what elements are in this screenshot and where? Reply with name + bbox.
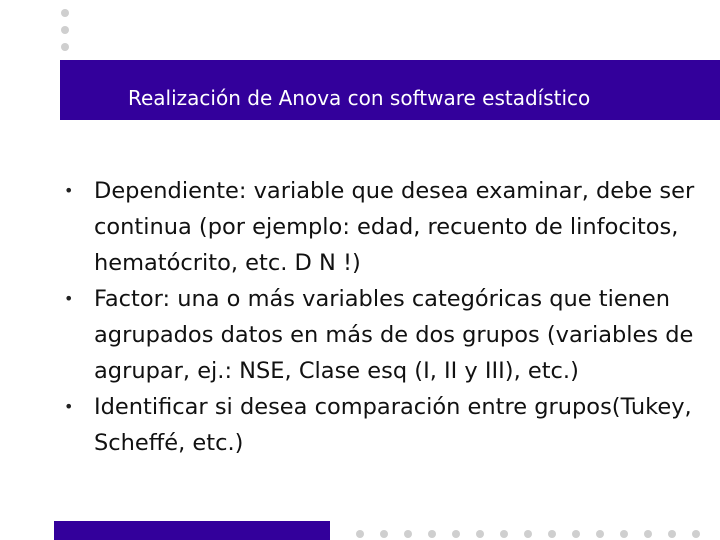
decor-dot-bottom-13 [644,530,652,538]
decor-dot-top-2 [61,26,69,34]
decor-dot-top-3 [61,43,69,51]
decor-dot-bottom-9 [548,530,556,538]
decor-dot-bottom-7 [500,530,508,538]
bullet-item-dependiente [62,173,702,281]
decor-dot-bottom-8 [524,530,532,538]
decor-dot-bottom-11 [596,530,604,538]
bullet-icon: • [64,289,74,308]
bullet-text: Factor: una o más variables categóricas que tienen agrupados datos en más de dos grupos (variables de agrupar, ej.: NSE, Clase esq (I, II y III), etc.) [94,286,694,384]
footer-accent-bar [54,521,330,540]
bullet-item-identificar [62,389,702,461]
decor-dot-top-1 [61,9,69,17]
bullet-item-factor [62,281,702,389]
decor-dot-bottom-14 [668,530,676,538]
decor-dot-bottom-2 [380,530,388,538]
decor-dot-bottom-6 [476,530,484,538]
bullet-icon: • [64,181,74,200]
bullet-text: Dependiente: variable que desea examinar, debe ser continua (por ejemplo: edad, recuento de linfocitos, hematócrito, etc. D N !) [94,178,695,276]
bullet-icon: • [64,397,74,416]
decor-dot-bottom-10 [572,530,580,538]
decor-dot-bottom-12 [620,530,628,538]
slide-title: Realización de Anova con software estadístico [128,86,591,110]
bullet-text: Identificar si desea comparación entre grupos(Tukey, Scheffé, etc.) [94,394,692,456]
decor-dot-bottom-15 [692,530,700,538]
decor-dot-bottom-1 [356,530,364,538]
bullet-list [62,173,702,461]
decor-dot-bottom-3 [404,530,412,538]
decor-dot-bottom-5 [452,530,460,538]
title-bar [60,60,720,120]
decor-dot-bottom-4 [428,530,436,538]
